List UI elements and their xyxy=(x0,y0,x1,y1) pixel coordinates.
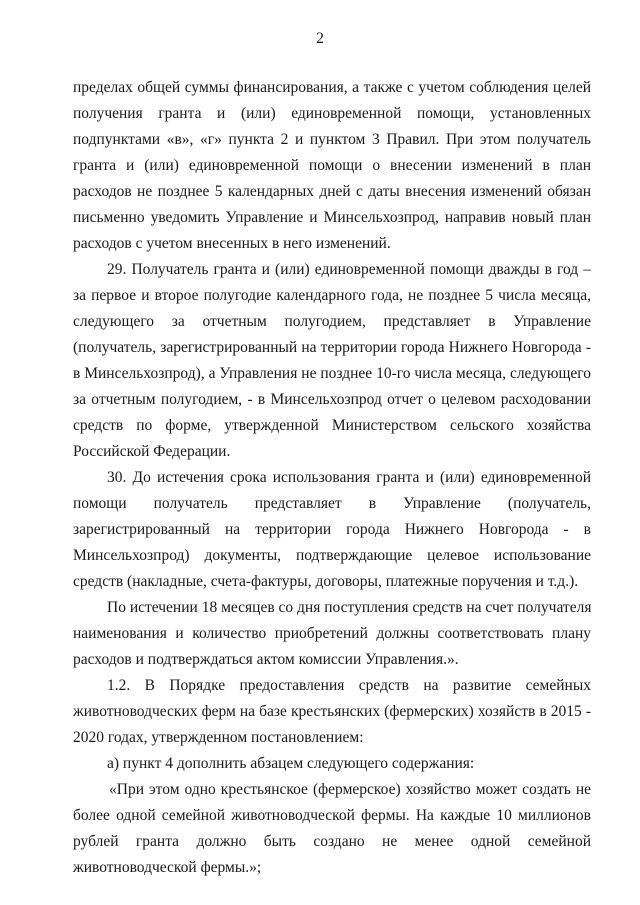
text-line: письменно уведомить Управление и Минсельхозпрод, направив новый план xyxy=(73,209,591,226)
text-line: за отчетным полугодием, - в Минсельхозпрод отчет о целевом расходовании xyxy=(73,391,591,408)
paragraph-18-months-start: По истечении 18 месяцев со дня поступления средств на счет получателя xyxy=(107,599,592,616)
page-number: 2 xyxy=(316,30,324,47)
quoted-paragraph-start: «При этом одно крестьянское (фермерское) хозяйство может создать не xyxy=(109,781,591,798)
subitem-a: а) пункт 4 дополнить абзацем следующего содержания: xyxy=(107,755,475,772)
text-line: 2020 годах, утвержденном постановлением: xyxy=(73,729,364,746)
paragraph-30-start: 30. До истечения срока использования гранта и (или) единовременной xyxy=(107,469,591,486)
text-line: (получатель, зарегистрированный на территории города Нижнего Новгорода - xyxy=(73,339,591,356)
text-line: расходов не позднее 5 календарных дней с даты внесения изменений обязан xyxy=(73,183,591,200)
paragraph-29-start: 29. Получатель гранта и (или) единовременной помощи дважды в год – xyxy=(107,261,591,278)
text-line: зарегистрированный на территории города Нижнего Новгорода - в xyxy=(73,521,591,538)
text-line: расходов и подтверждаться актом комиссии Управления.». xyxy=(73,651,459,668)
text-line: животноводческой фермы.»; xyxy=(73,859,262,876)
text-line: Российской Федерации. xyxy=(73,443,231,460)
text-line: в Минсельхозпрод), а Управления не позднее 10-го числа месяца, следующего xyxy=(73,365,591,382)
text-line: следующего за отчетным полугодием, представляет в Управление xyxy=(73,313,591,330)
paragraph-1-2-start: 1.2. В Порядке предоставления средств на развитие семейных xyxy=(107,677,591,694)
text-line: наименования и количество приобретений должны соответствовать плану xyxy=(73,625,591,642)
text-line: средств по форме, утвержденной Министерством сельского хозяйства xyxy=(73,417,591,434)
text-line: за первое и второе полугодие календарного года, не позднее 5 числа месяца, xyxy=(73,287,591,304)
text-line: пределах общей суммы финансирования, а также с учетом соблюдения целей xyxy=(73,79,591,96)
text-line: животноводческих ферм на базе крестьянских (фермерских) хозяйств в 2015 - xyxy=(73,703,591,720)
text-line: расходов с учетом внесенных в него изменений. xyxy=(73,235,391,252)
text-line: помощи получатель представляет в Управление (получатель, xyxy=(73,495,591,512)
text-line: Минсельхозпрод) документы, подтверждающие целевое использование xyxy=(73,547,591,564)
text-line: получения гранта и (или) единовременной помощи, установленных xyxy=(73,105,591,122)
text-line: более одной семейной животноводческой фермы. На каждые 10 миллионов xyxy=(73,807,591,824)
text-line: рублей гранта должно быть создано не менее одной семейной xyxy=(73,833,591,850)
text-line: средств (накладные, счета-фактуры, договоры, платежные поручения и т.д.). xyxy=(73,573,579,590)
text-line: подпунктами «в», «г» пункта 2 и пунктом 3 Правил. При этом получатель xyxy=(73,131,591,148)
text-line: гранта и (или) единовременной помощи о внесении изменений в план xyxy=(73,157,591,174)
